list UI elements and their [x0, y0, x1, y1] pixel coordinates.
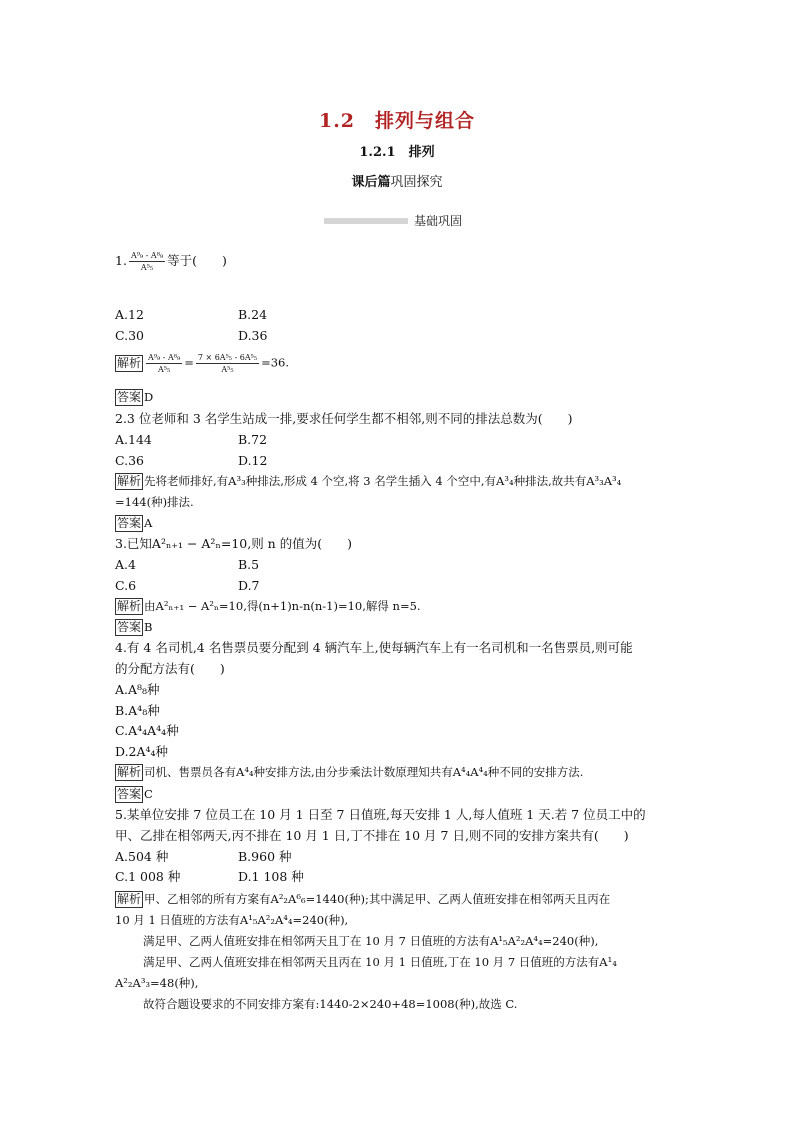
page-title: 1.2 排列与组合 [318, 110, 476, 132]
answer-tag: 答案 [117, 390, 142, 404]
option-b: B.A⁴₈种 [115, 703, 160, 718]
answer-1 [115, 387, 685, 408]
homework-heading-rest: 巩固探究 [390, 175, 443, 190]
analysis-5-line2: 10 月 1 日值班的方法有A¹₅A²₂A⁴₄=240(种), [115, 913, 349, 927]
option-c: C.1 008 种 [115, 869, 181, 884]
solution-line: 甲、乙相邻的所有方案有A²₂A⁶₆=1440(种);其中满足甲、乙两人值班安排在相邻两天且丙在 [144, 892, 611, 906]
analysis-5-line4: 满足甲、乙两人值班安排在相邻两天且丙在 10 月 1 日值班,丁在 10 月 7 日值班的方法有A¹₄ [143, 955, 617, 969]
answer-tag: 答案 [117, 787, 142, 801]
option-d: D.7 [238, 578, 260, 593]
answer-2 [115, 513, 685, 534]
fraction-numerator: 7 × 6A⁵₅ - 6A⁵₅ [197, 353, 258, 362]
question-number: 1. [115, 253, 127, 268]
analysis-2-cont: =144(种)排法. [115, 495, 194, 509]
option-a: A.12 [115, 307, 144, 322]
section-subtitle: 1.2.1 排列 [359, 145, 435, 160]
fraction-denominator: A⁵₅ [158, 365, 171, 374]
analysis-tag: 解析 [117, 892, 142, 906]
homework-heading-bold: 课后篇 [351, 175, 391, 190]
option-c: C.6 [115, 578, 137, 593]
analysis-1 [115, 352, 685, 375]
option-c: C.36 [115, 453, 144, 468]
answer-value: D [144, 390, 154, 404]
fraction-denominator: A⁵₅ [221, 365, 234, 374]
question-3: 3.已知A²ₙ₊₁ − A²ₙ=10,则 n 的值为( ) [115, 536, 352, 551]
option-b: B.24 [238, 307, 268, 322]
section-bar [324, 218, 408, 224]
homework-heading [0, 171, 794, 190]
fraction-numerator: A⁹₉ - A⁸₉ [130, 251, 164, 260]
option-d: D.12 [238, 453, 268, 468]
question-fraction [129, 250, 165, 273]
option-a: A.4 [115, 557, 136, 572]
fraction-denominator: A⁵₅ [140, 263, 154, 272]
solution-fraction-2 [196, 352, 259, 375]
analysis-3 [115, 596, 685, 617]
analysis-4 [115, 762, 685, 783]
answer-value: B [144, 620, 153, 634]
analysis-2 [115, 471, 685, 492]
solution-fraction-1 [146, 352, 182, 375]
analysis-5-line5: A²₂A³₃=48(种), [115, 976, 199, 990]
question-4-cont: 的分配方法有( ) [115, 661, 225, 676]
question-5-cont: 甲、乙排在相邻两天,丙不排在 10 月 1 日,丁不排在 10 月 7 日,则不同的安排方案共有( ) [115, 828, 629, 843]
option-d: D.36 [238, 328, 268, 343]
answer-tag: 答案 [117, 516, 142, 530]
option-a: A.144 [115, 432, 152, 447]
answer-4 [115, 784, 685, 805]
option-b: B.5 [238, 557, 260, 572]
solution-line: 司机、售票员各有A⁴₄种安排方法,由分步乘法计数原理知共有A⁴₄A⁴₄种不同的安排方法. [144, 765, 584, 779]
fraction-numerator: A⁹₉ - A⁸₉ [148, 353, 181, 362]
option-a: A.504 种 [115, 849, 169, 864]
analysis-tag: 解析 [117, 474, 142, 488]
option-c: C.30 [115, 328, 144, 343]
question-text: 等于( ) [167, 253, 227, 268]
equals-sign: = [184, 355, 194, 370]
question-1 [115, 250, 685, 273]
option-c: C.A⁴₄A⁴₄种 [115, 723, 179, 738]
question-2: 2.3 位老师和 3 名学生站成一排,要求任何学生都不相邻,则不同的排法总数为( ) [115, 411, 573, 426]
solution-line: 先将老师排好,有A³₃种排法,形成 4 个空,将 3 名学生插入 4 个空中,有A³₄种排法,故共有A³₃A³₄ [144, 474, 622, 488]
option-a: A.A⁸₈种 [115, 682, 160, 697]
question-4: 4.有 4 名司机,4 名售票员要分配到 4 辆汽车上,使每辆汽车上有一名司机和一名售票员,则可能 [115, 640, 633, 655]
section-label: 基础巩固 [414, 214, 463, 228]
analysis-tag: 解析 [117, 355, 142, 370]
answer-value: A [144, 516, 153, 530]
analysis-5-line6: 故符合题设要求的不同安排方案有:1440-2×240+48=1008(种),故选 C. [143, 997, 518, 1011]
option-b: B.72 [238, 432, 268, 447]
solution-result: =36. [261, 355, 289, 370]
analysis-5-line3: 满足甲、乙两人值班安排在相邻两天且丁在 10 月 7 日值班的方法有A¹₅A²₂A⁴₄=240(种), [143, 934, 599, 948]
solution-line: 由A²ₙ₊₁ − A²ₙ=10,得(n+1)n-n(n-1)=10,解得 n=5. [144, 599, 421, 613]
analysis-5 [115, 889, 685, 910]
option-b: B.960 种 [238, 849, 292, 864]
answer-3 [115, 617, 685, 638]
option-d: D.1 108 种 [238, 869, 304, 884]
answer-value: C [144, 787, 153, 801]
analysis-tag: 解析 [117, 599, 142, 613]
option-d: D.2A⁴₄种 [115, 744, 169, 759]
answer-tag: 答案 [117, 620, 142, 634]
question-5: 5.某单位安排 7 位员工在 10 月 1 日至 7 日值班,每天安排 1 人,每人值班 1 天.若 7 位员工中的 [115, 807, 646, 822]
analysis-tag: 解析 [117, 765, 142, 779]
